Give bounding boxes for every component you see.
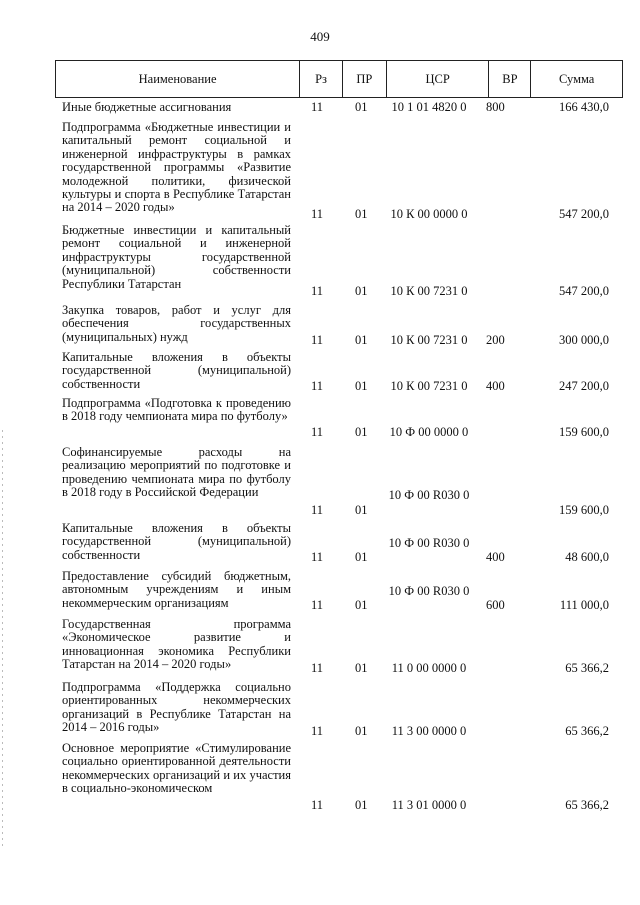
row-sum: 166 430,0 xyxy=(559,100,609,114)
row-name: Закупка товаров, работ и услуг для обеспечения государственных (муниципальных) нужд xyxy=(62,303,291,344)
row-sum: 159 600,0 xyxy=(559,503,609,517)
row-pr: 01 xyxy=(355,425,368,439)
row-pr: 01 xyxy=(355,284,368,298)
row-vr: 400 xyxy=(486,379,505,393)
row-sum: 65 366,2 xyxy=(565,724,609,738)
header-csr: ЦСР xyxy=(387,61,490,97)
row-name: Основное мероприятие «Стимулирование социально ориентированной деятельности некоммерческих организаций и их участия в социально-экономическом xyxy=(62,741,291,796)
row-pr: 01 xyxy=(355,598,368,612)
row-pr: 01 xyxy=(355,379,368,393)
header-rz: Рз xyxy=(300,61,343,97)
row-csr: 10 К 00 7231 0 xyxy=(390,379,468,393)
row-rz: 11 xyxy=(311,425,324,439)
row-csr: 11 0 00 0000 0 xyxy=(391,661,467,675)
row-name: Капитальные вложения в объекты государственной (муниципальной) собственности xyxy=(62,521,291,562)
row-rz: 11 xyxy=(311,100,324,114)
row-name: Капитальные вложения в объекты государственной (муниципальной) собственности xyxy=(62,350,291,391)
header-sum: Сумма xyxy=(558,71,595,86)
row-rz: 11 xyxy=(311,379,324,393)
row-sum: 547 200,0 xyxy=(559,284,609,298)
row-sum: 247 200,0 xyxy=(559,379,609,393)
row-pr: 01 xyxy=(355,661,368,675)
row-sum: 159 600,0 xyxy=(559,425,609,439)
table-header xyxy=(55,60,623,98)
row-name: Предоставление субсидий бюджетным, автономным учреждениям и иным некоммерческим организациям xyxy=(62,569,291,610)
row-csr: 10 Ф 00 0000 0 xyxy=(389,425,469,439)
table-row xyxy=(0,570,640,614)
row-sum: 48 600,0 xyxy=(565,550,609,564)
row-vr: 600 xyxy=(486,598,505,612)
row-name: Софинансируемые расходы на реализацию мероприятий по подготовке и проведению чемпионата мира по футболу в 2018 году в Российской Федерации xyxy=(62,445,291,500)
row-sum: 65 366,2 xyxy=(565,798,609,812)
row-rz: 11 xyxy=(311,661,324,675)
page-number: 409 xyxy=(310,29,330,44)
table-row xyxy=(0,742,640,814)
header-name: Наименование xyxy=(56,61,300,97)
table-row xyxy=(0,224,640,296)
table-row xyxy=(0,681,640,739)
row-rz: 11 xyxy=(311,598,324,612)
row-name: Бюджетные инвестиции и капитальный ремонт социальной и инженерной инфраструктуры государственной (муниципальной) собственности Республики Татарстан xyxy=(62,223,291,291)
table-row xyxy=(0,446,640,518)
table-row xyxy=(0,351,640,395)
row-sum: 111 000,0 xyxy=(559,598,609,612)
row-csr: 10 Ф 00 R030 0 xyxy=(388,584,470,598)
row-name: Подпрограмма «Бюджетные инвестиции и капитальный ремонт социальной и инженерной инфраструктуры в рамках государственной программы «Развитие молодежной политики, физической культуры и спорта в Республике Татарстан на 2014 – 2020 годы» xyxy=(62,120,291,215)
row-name: Государственная программа «Экономическое развитие и инновационная экономика Республики Татарстан на 2014 – 2020 годы» xyxy=(62,617,291,672)
row-vr: 400 xyxy=(486,550,505,564)
row-sum: 300 000,0 xyxy=(559,333,609,347)
table-row xyxy=(0,618,640,676)
row-csr: 11 3 01 0000 0 xyxy=(391,798,467,812)
table-row xyxy=(0,397,640,441)
row-sum: 65 366,2 xyxy=(565,661,609,675)
row-rz: 11 xyxy=(311,503,324,517)
table-row xyxy=(0,101,640,115)
row-pr: 01 xyxy=(355,207,368,221)
row-sum: 547 200,0 xyxy=(559,207,609,221)
row-csr: 10 К 00 7231 0 xyxy=(390,333,468,347)
row-csr: 10 К 00 7231 0 xyxy=(390,284,468,298)
scan-edge-artifact xyxy=(2,430,3,850)
row-name: Подпрограмма «Подготовка к проведению в 2018 году чемпионата мира по футболу» xyxy=(62,396,291,424)
table-row xyxy=(0,304,640,348)
row-pr: 01 xyxy=(355,100,368,114)
row-rz: 11 xyxy=(311,724,324,738)
row-vr: 800 xyxy=(486,100,505,114)
row-pr: 01 xyxy=(355,333,368,347)
row-csr: 10 К 00 0000 0 xyxy=(390,207,468,221)
row-csr: 10 Ф 00 R030 0 xyxy=(388,488,470,502)
header-vr: ВР xyxy=(489,61,531,97)
row-csr: 11 3 00 0000 0 xyxy=(391,724,467,738)
row-pr: 01 xyxy=(355,550,368,564)
row-pr: 01 xyxy=(355,503,368,517)
row-csr: 10 Ф 00 R030 0 xyxy=(388,536,470,550)
row-rz: 11 xyxy=(311,550,324,564)
row-name: Подпрограмма «Поддержка социально ориентированных некоммерческих организаций в Республике Татарстан на 2014 – 2016 годы» xyxy=(62,680,291,735)
row-rz: 11 xyxy=(311,798,324,812)
row-rz: 11 xyxy=(311,333,324,347)
row-pr: 01 xyxy=(355,724,368,738)
row-name: Иные бюджетные ассигнования xyxy=(62,100,232,114)
table-row xyxy=(0,121,640,221)
row-rz: 11 xyxy=(311,284,324,298)
row-vr: 200 xyxy=(486,333,505,347)
row-csr: 10 1 01 4820 0 xyxy=(391,100,467,114)
header-pr: ПР xyxy=(343,61,387,97)
row-pr: 01 xyxy=(355,798,368,812)
row-rz: 11 xyxy=(311,207,324,221)
table-row xyxy=(0,522,640,566)
